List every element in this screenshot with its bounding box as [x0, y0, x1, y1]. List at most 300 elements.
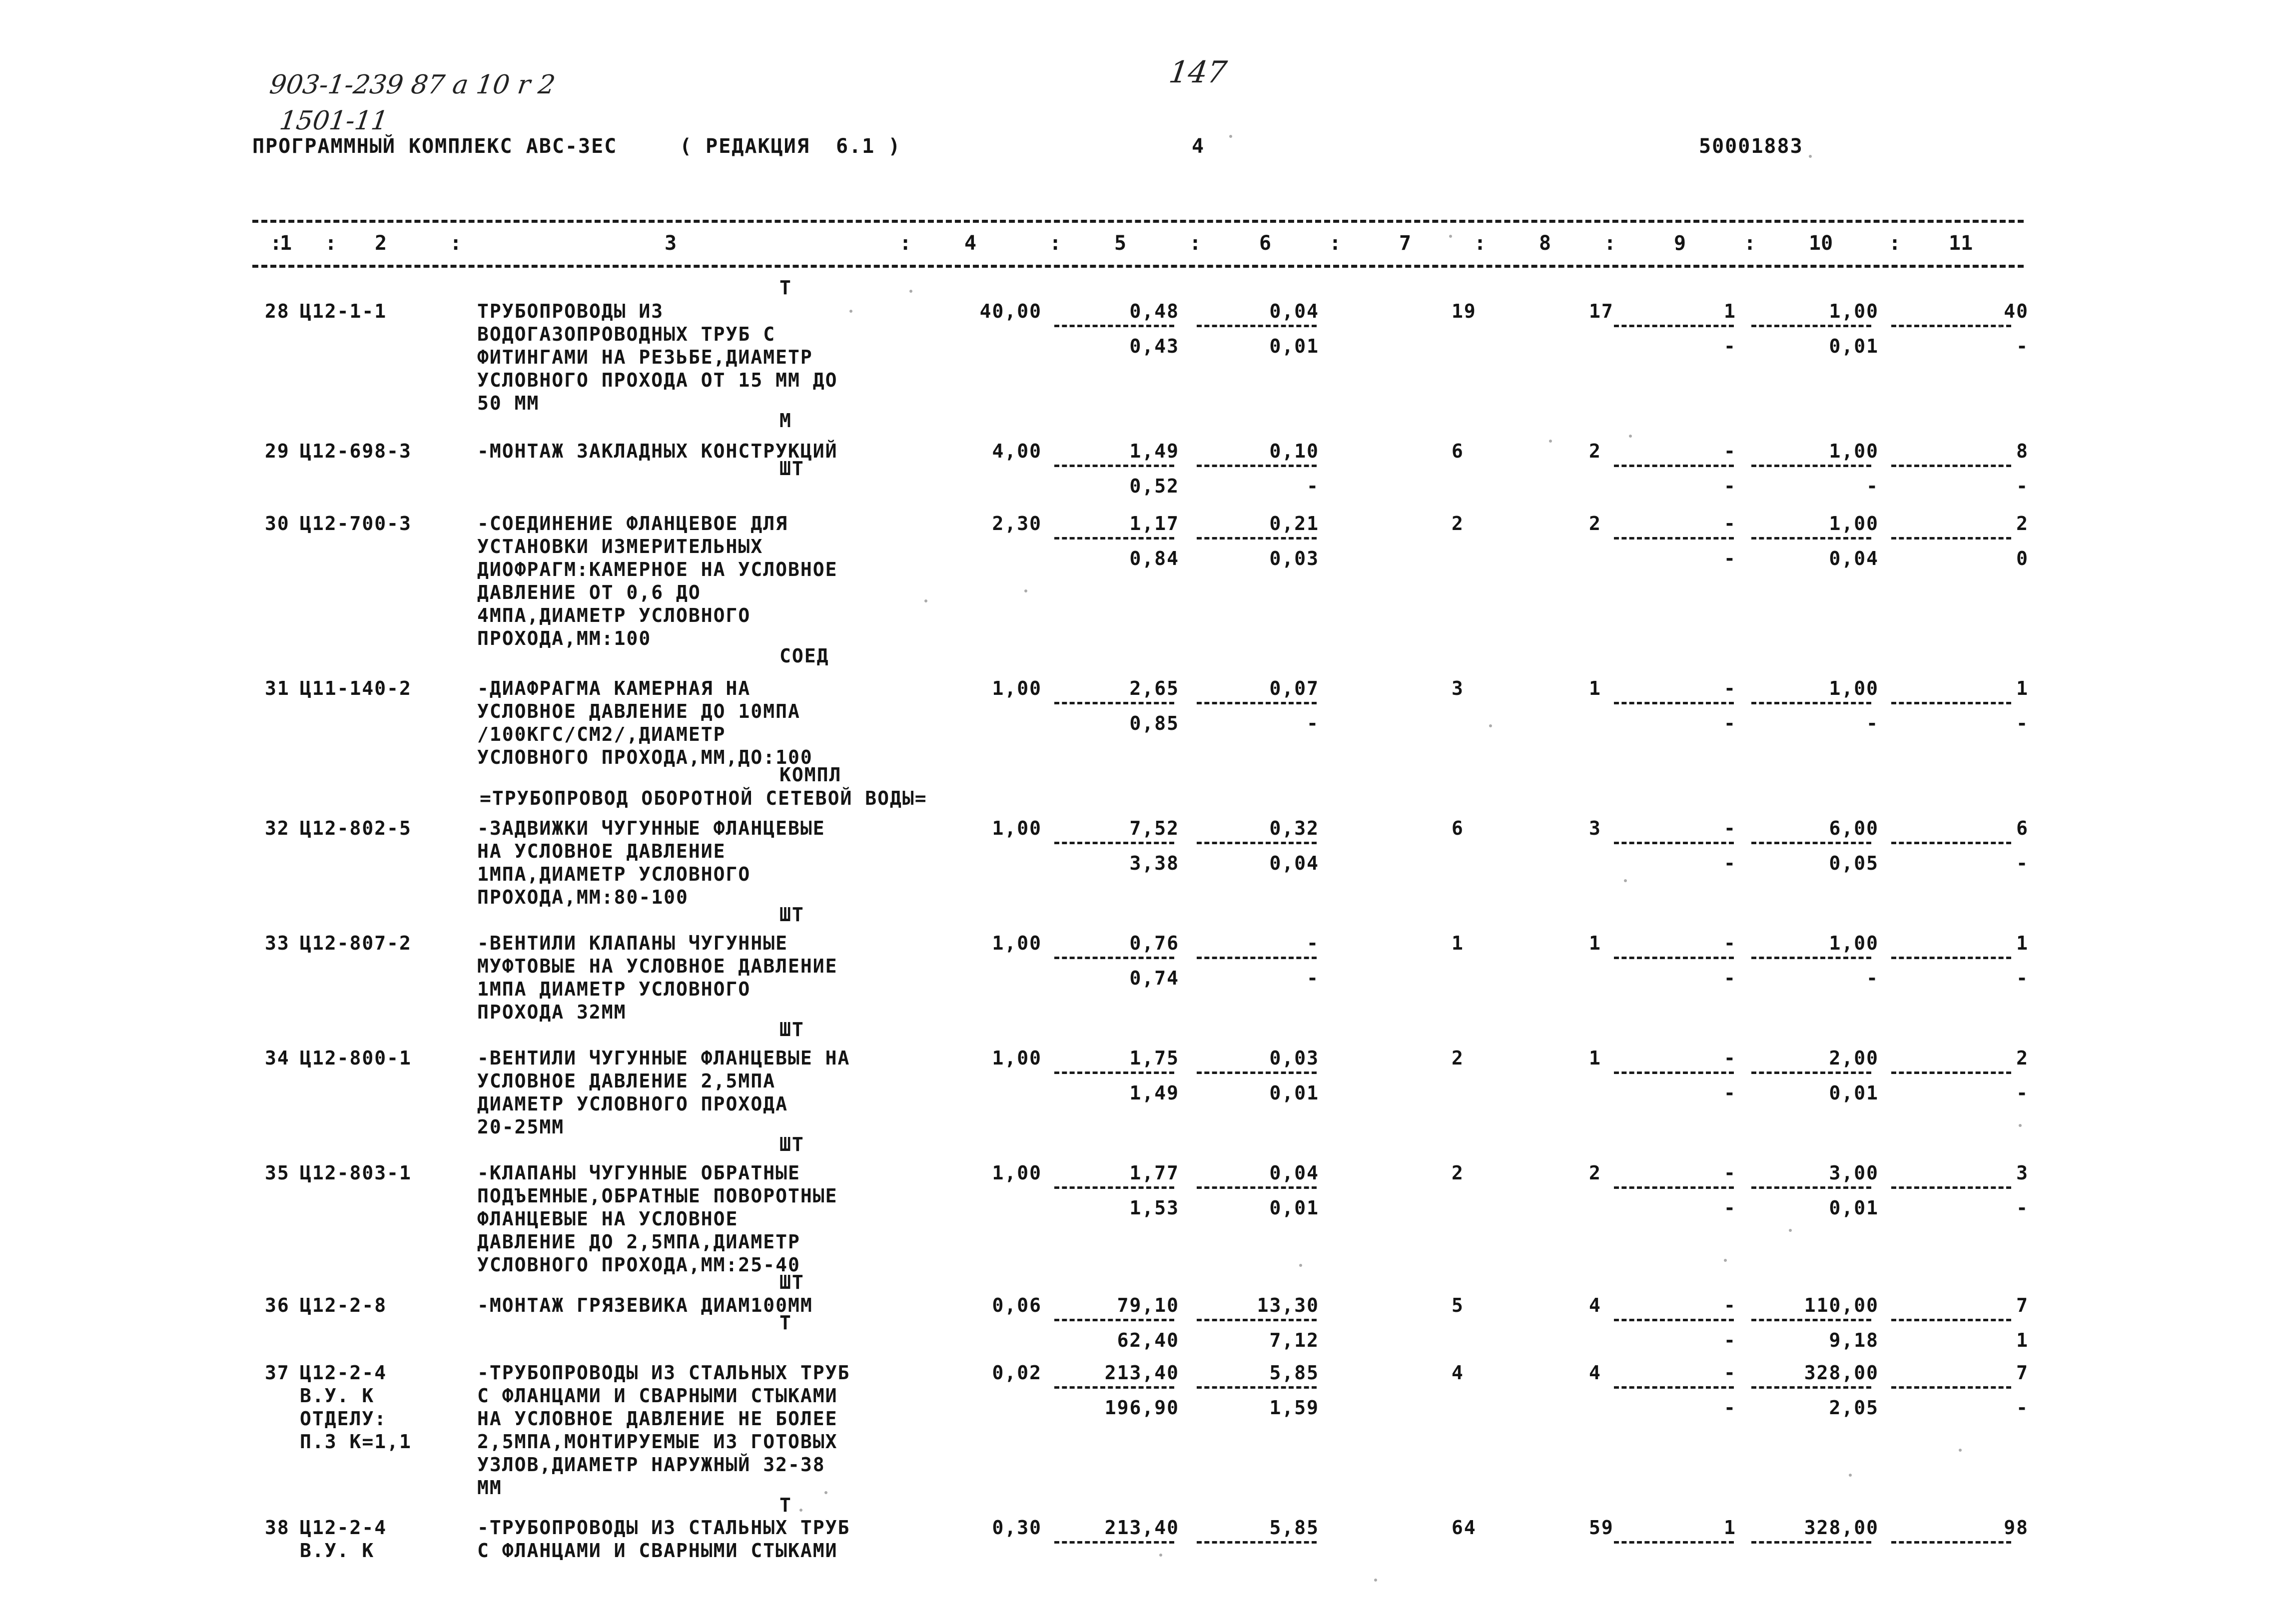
rate-code: Ц12-807-2	[300, 932, 412, 954]
column-separator: :	[1049, 232, 1062, 255]
cell-c9-second: -	[1724, 1397, 1736, 1419]
cell-c9-second: -	[1724, 1082, 1736, 1104]
cell-divider	[1197, 702, 1317, 704]
scan-speck	[1789, 1229, 1792, 1232]
cell-c11-second: -	[2016, 475, 2029, 497]
cell-c10: 2,00	[1829, 1047, 1879, 1069]
table-top-rule	[252, 220, 2024, 223]
cell-divider	[1197, 1541, 1317, 1544]
work-description-line: ПРОХОДА,ММ:100	[477, 627, 652, 649]
cell-divider	[1751, 1072, 1871, 1074]
cell-divider	[1891, 1186, 2011, 1189]
work-description-line: -КЛАПАНЫ ЧУГУННЫЕ ОБРАТНЫЕ	[477, 1162, 800, 1184]
cell-divider	[1614, 537, 1734, 540]
cell-divider	[1197, 957, 1317, 959]
cell-divider	[1891, 537, 2011, 540]
cell-c9: -	[1724, 440, 1736, 462]
cell-c5-second: 1,53	[1129, 1197, 1179, 1219]
cell-c4: 1,00	[992, 932, 1042, 954]
cell-c10-second: 2,05	[1829, 1397, 1879, 1419]
cell-divider	[1614, 957, 1734, 959]
scan-speck	[1299, 1264, 1302, 1267]
work-description-line: НА УСЛОВНОЕ ДАВЛЕНИЕ НЕ БОЛЕЕ	[477, 1408, 838, 1430]
cell-divider	[1054, 465, 1174, 467]
cell-c5-second: 3,38	[1129, 852, 1179, 874]
scan-speck	[1629, 435, 1632, 438]
cell-c4: 1,00	[992, 817, 1042, 839]
column-separator: :	[899, 232, 912, 255]
cell-c4: 1,00	[992, 1162, 1042, 1184]
cell-divider	[1891, 842, 2011, 844]
cell-c9: -	[1724, 1362, 1736, 1384]
scan-speck	[1549, 440, 1552, 443]
cell-divider	[1054, 325, 1174, 327]
cell-divider	[1054, 537, 1174, 540]
cell-c7: 1	[1452, 932, 1464, 954]
work-description-line: 50 ММ	[477, 392, 540, 414]
work-description-line: УСЛОВНОГО ПРОХОДА,ММ,ДО:100	[477, 746, 813, 768]
work-description-line: -МОНТАЖ ГРЯЗЕВИКА ДИАМ100ММ	[477, 1294, 813, 1316]
cell-c10: 1,00	[1829, 932, 1879, 954]
column-number: 8	[1539, 232, 1551, 255]
cell-c10: 1,00	[1829, 677, 1879, 699]
cell-c5-second: 62,40	[1117, 1329, 1179, 1351]
rate-code-note: ОТДЕЛУ:	[300, 1408, 387, 1430]
unit-label: Т	[779, 1312, 792, 1334]
cell-c11-second: -	[2016, 712, 2029, 734]
row-number: 28	[265, 300, 290, 322]
cell-c4: 2,30	[992, 513, 1042, 535]
work-description-line: ДИАМЕТР УСЛОВНОГО ПРОХОДА	[477, 1093, 788, 1115]
work-description-line: ВОДОГАЗОПРОВОДНЫХ ТРУБ С	[477, 323, 776, 345]
cell-c9: -	[1724, 817, 1736, 839]
rate-code: Ц12-2-4	[300, 1362, 387, 1384]
cell-c5: 1,75	[1129, 1047, 1179, 1069]
cell-c6: 0,21	[1269, 513, 1319, 535]
cell-c8: 2	[1589, 1162, 1601, 1184]
work-description-line: 2,5МПА,МОНТИРУЕМЫЕ ИЗ ГОТОВЫХ	[477, 1431, 838, 1453]
cell-c6: 0,04	[1269, 1162, 1319, 1184]
work-description-line: УСЛОВНОГО ПРОХОДА ОТ 15 ММ ДО	[477, 369, 838, 391]
cell-c6-second: -	[1307, 967, 1319, 989]
cell-c9-second: -	[1724, 475, 1736, 497]
work-description-line: С ФЛАНЦАМИ И СВАРНЫМИ СТЫКАМИ	[477, 1385, 838, 1407]
scan-speck	[824, 1491, 827, 1494]
column-separator: :	[1889, 232, 1901, 255]
work-description-line: ПРОХОДА 32ММ	[477, 1001, 627, 1023]
work-description-line: -СОЕДИНЕНИЕ ФЛАНЦЕВОЕ ДЛЯ	[477, 513, 788, 535]
cell-c6-second: 0,03	[1269, 547, 1319, 569]
cell-c10-second: 0,01	[1829, 1082, 1879, 1104]
scan-speck	[1024, 589, 1027, 592]
cell-divider	[1197, 537, 1317, 540]
cell-c6: 0,32	[1269, 817, 1319, 839]
cell-c11-second: 1	[2016, 1329, 2029, 1351]
program-title: ПРОГРАММНЫЙ КОМПЛЕКС АВС-3ЕС	[252, 135, 618, 158]
cell-c5: 79,10	[1117, 1294, 1179, 1316]
column-number: 7	[1399, 232, 1412, 255]
cell-divider	[1197, 1319, 1317, 1321]
cell-divider	[1751, 1541, 1871, 1544]
cell-c11: 98	[2004, 1517, 2029, 1539]
work-description-line: ММ	[477, 1477, 502, 1499]
cell-divider	[1197, 325, 1317, 327]
column-number: 11	[1949, 232, 1973, 255]
cell-c11: 1	[2016, 932, 2029, 954]
rate-code: Ц12-802-5	[300, 817, 412, 839]
cell-divider	[1751, 957, 1871, 959]
cell-c7: 6	[1452, 817, 1464, 839]
unit-label: КОМПЛ	[779, 764, 842, 786]
scan-speck	[924, 599, 927, 602]
work-description-line: 20-25ММ	[477, 1116, 565, 1138]
cell-c9-second: -	[1724, 852, 1736, 874]
cell-c11: 1	[2016, 677, 2029, 699]
cell-c10: 1,00	[1829, 300, 1879, 322]
cell-divider	[1054, 1072, 1174, 1074]
cell-c8: 59	[1589, 1517, 1614, 1539]
cell-c7: 2	[1452, 513, 1464, 535]
cell-c11-second: -	[2016, 967, 2029, 989]
column-separator: :	[1474, 232, 1487, 255]
cell-c11-second: -	[2016, 1397, 2029, 1419]
cell-c7: 2	[1452, 1047, 1464, 1069]
cell-c11: 2	[2016, 1047, 2029, 1069]
cell-divider	[1891, 1386, 2011, 1389]
cell-c9: -	[1724, 513, 1736, 535]
cell-c11-second: -	[2016, 852, 2029, 874]
rate-code: Ц12-800-1	[300, 1047, 412, 1069]
cell-c10: 328,00	[1804, 1517, 1879, 1539]
work-description-line: УСЛОВНОЕ ДАВЛЕНИЕ ДО 10МПА	[477, 700, 800, 722]
cell-c8: 4	[1589, 1362, 1601, 1384]
work-description-line: С ФЛАНЦАМИ И СВАРНЫМИ СТЫКАМИ	[477, 1540, 838, 1562]
unit-label: Т	[779, 277, 792, 299]
cell-c5: 7,52	[1129, 817, 1179, 839]
cell-c10: 1,00	[1829, 440, 1879, 462]
cell-divider	[1054, 842, 1174, 844]
cell-c10-second: 0,01	[1829, 1197, 1879, 1219]
cell-c7: 4	[1452, 1362, 1464, 1384]
cell-divider	[1054, 1319, 1174, 1321]
scan-speck	[1849, 1474, 1852, 1477]
work-description-line: ПРОХОДА,ММ:80-100	[477, 886, 689, 908]
cell-c5-second: 0,84	[1129, 547, 1179, 569]
cell-c6-second: -	[1307, 475, 1319, 497]
row-number: 33	[265, 932, 290, 954]
work-description-line: -ДИАФРАГМА КАМЕРНАЯ НА	[477, 677, 751, 699]
cell-c6-second: 7,12	[1269, 1329, 1319, 1351]
cell-c10: 3,00	[1829, 1162, 1879, 1184]
work-description-line: 1МПА,ДИАМЕТР УСЛОВНОГО	[477, 863, 751, 885]
scan-speck	[1724, 1259, 1727, 1262]
rate-code-note: В.У. К	[300, 1540, 375, 1562]
work-description-line: -ВЕНТИЛИ КЛАПАНЫ ЧУГУННЫЕ	[477, 932, 788, 954]
cell-c10-second: -	[1866, 712, 1879, 734]
cell-c10-second: 0,01	[1829, 335, 1879, 357]
unit-label: ШТ	[779, 458, 804, 480]
cell-c8: 1	[1589, 1047, 1601, 1069]
cell-divider	[1054, 702, 1174, 704]
table-header-rule	[252, 265, 2024, 268]
unit-label: ШТ	[779, 1133, 804, 1155]
scan-speck	[1624, 879, 1627, 882]
cell-c8: 2	[1589, 513, 1601, 535]
work-description-line: МУФТОВЫЕ НА УСЛОВНОЕ ДАВЛЕНИЕ	[477, 955, 838, 977]
unit-label: Т	[779, 1494, 792, 1516]
cell-c9-second: -	[1724, 335, 1736, 357]
document-number: 50001883	[1699, 135, 1803, 158]
column-number: 3	[665, 232, 677, 255]
cell-c8: 17	[1589, 300, 1614, 322]
cell-divider	[1891, 957, 2011, 959]
cell-c9: 1	[1724, 1517, 1736, 1539]
work-description-line: -ТРУБОПРОВОДЫ ИЗ СТАЛЬНЫХ ТРУБ	[477, 1362, 850, 1384]
column-separator: :	[270, 232, 282, 255]
cell-c5-second: 196,90	[1104, 1397, 1179, 1419]
work-description-line: УСТАНОВКИ ИЗМЕРИТЕЛЬНЫХ	[477, 536, 763, 557]
cell-c9: -	[1724, 1162, 1736, 1184]
cell-c7: 5	[1452, 1294, 1464, 1316]
cell-divider	[1197, 1072, 1317, 1074]
rate-code: Ц12-2-4	[300, 1517, 387, 1539]
cell-c4: 0,06	[992, 1294, 1042, 1316]
work-description-line: УЗЛОВ,ДИАМЕТР НАРУЖНЫЙ 32-38	[477, 1454, 825, 1476]
cell-c8: 1	[1589, 932, 1601, 954]
column-number: 1	[280, 232, 292, 255]
rate-code: Ц12-700-3	[300, 513, 412, 535]
cell-c4: 1,00	[992, 677, 1042, 699]
cell-divider	[1751, 1319, 1871, 1321]
edition: ( РЕДАКЦИЯ 6.1 )	[680, 135, 901, 158]
column-separator: :	[450, 232, 462, 255]
column-separator: :	[325, 232, 337, 255]
cell-divider	[1751, 537, 1871, 540]
cell-c5: 1,77	[1129, 1162, 1179, 1184]
cell-divider	[1891, 465, 2011, 467]
cell-c6: -	[1307, 932, 1319, 954]
cell-c5: 0,76	[1129, 932, 1179, 954]
cell-c5: 0,48	[1129, 300, 1179, 322]
cell-c4: 1,00	[992, 1047, 1042, 1069]
column-number: 5	[1114, 232, 1127, 255]
cell-c10: 110,00	[1804, 1294, 1879, 1316]
column-separator: :	[1329, 232, 1342, 255]
work-description-line: ПОДЪЕМНЫЕ,ОБРАТНЫЕ ПОВОРОТНЫЕ	[477, 1185, 838, 1207]
cell-c5-second: 0,85	[1129, 712, 1179, 734]
unit-label: ШТ	[779, 1271, 804, 1293]
rate-code: Ц12-2-8	[300, 1294, 387, 1316]
cell-c6-second: 0,01	[1269, 1197, 1319, 1219]
scan-speck	[1959, 1449, 1962, 1452]
column-number: 2	[375, 232, 387, 255]
cell-divider	[1614, 1319, 1734, 1321]
cell-divider	[1751, 325, 1871, 327]
cell-c10-second: -	[1866, 475, 1879, 497]
cell-c11-second: -	[2016, 1082, 2029, 1104]
unit-label: М	[779, 410, 792, 432]
cell-c7: 2	[1452, 1162, 1464, 1184]
work-description-line: -МОНТАЖ ЗАКЛАДНЫХ КОНСТРУКЦИЙ	[477, 440, 838, 462]
cell-c6: 0,10	[1269, 440, 1319, 462]
cell-c7: 6	[1452, 440, 1464, 462]
work-description-line: НА УСЛОВНОЕ ДАВЛЕНИЕ	[477, 840, 726, 862]
scan-speck	[1999, 325, 2002, 328]
cell-c7: 19	[1452, 300, 1477, 322]
cell-divider	[1614, 1386, 1734, 1389]
work-description-line: ФЛАНЦЕВЫЕ НА УСЛОВНОЕ	[477, 1208, 739, 1230]
row-number: 34	[265, 1047, 290, 1069]
cell-c6-second: -	[1307, 712, 1319, 734]
column-separator: :	[1604, 232, 1616, 255]
handwritten-page-number: 147	[1167, 55, 1229, 90]
scan-speck	[1809, 155, 1812, 158]
cell-c11: 6	[2016, 817, 2029, 839]
cell-c6: 5,85	[1269, 1517, 1319, 1539]
cell-c6-second: 0,01	[1269, 1082, 1319, 1104]
cell-divider	[1197, 465, 1317, 467]
column-number: 4	[964, 232, 977, 255]
cell-divider	[1614, 1186, 1734, 1189]
work-description-line: 1МПА ДИАМЕТР УСЛОВНОГО	[477, 978, 751, 1000]
cell-divider	[1614, 325, 1734, 327]
row-number: 36	[265, 1294, 290, 1316]
cell-c6: 13,30	[1257, 1294, 1319, 1316]
cell-c6-second: 1,59	[1269, 1397, 1319, 1419]
cell-divider	[1751, 1186, 1871, 1189]
work-description-line: -ТРУБОПРОВОДЫ ИЗ СТАЛЬНЫХ ТРУБ	[477, 1517, 850, 1539]
cell-c7: 3	[1452, 677, 1464, 699]
scan-speck	[1449, 235, 1452, 238]
work-description-line: -ЗАДВИЖКИ ЧУГУННЫЕ ФЛАНЦЕВЫЕ	[477, 817, 825, 839]
cell-c11-second: -	[2016, 335, 2029, 357]
scan-speck	[849, 310, 852, 313]
handwritten-code: 903-1-239 87 a 10 r 2	[267, 70, 557, 100]
cell-c9-second: -	[1724, 712, 1736, 734]
cell-c5: 1,49	[1129, 440, 1179, 462]
scan-speck	[1489, 724, 1492, 727]
cell-divider	[1751, 702, 1871, 704]
work-description-line: ДИОФРАГМ:КАМЕРНОЕ НА УСЛОВНОЕ	[477, 558, 838, 580]
cell-c5: 2,65	[1129, 677, 1179, 699]
cell-c9: -	[1724, 677, 1736, 699]
row-number: 37	[265, 1362, 290, 1384]
row-number: 29	[265, 440, 290, 462]
work-description-line: 4МПА,ДИАМЕТР УСЛОВНОГО	[477, 604, 751, 626]
cell-c9-second: -	[1724, 967, 1736, 989]
cell-c5: 1,17	[1129, 513, 1179, 535]
cell-c9: -	[1724, 1047, 1736, 1069]
column-separator: :	[1189, 232, 1202, 255]
rate-code: Ц12-1-1	[300, 300, 387, 322]
cell-c6-second: 0,04	[1269, 852, 1319, 874]
cell-c6: 0,04	[1269, 300, 1319, 322]
row-number: 31	[265, 677, 290, 699]
cell-c7: 64	[1452, 1517, 1477, 1539]
cell-divider	[1891, 1319, 2011, 1321]
rate-code: Ц12-698-3	[300, 440, 412, 462]
work-description-line: /100КГС/СМ2/,ДИАМЕТР	[477, 723, 726, 745]
cell-c11-second: -	[2016, 1197, 2029, 1219]
cell-divider	[1751, 1386, 1871, 1389]
cell-divider	[1197, 1386, 1317, 1389]
cell-c8: 3	[1589, 817, 1601, 839]
cell-c11: 8	[2016, 440, 2029, 462]
work-description-line: ДАВЛЕНИЕ ОТ 0,6 ДО	[477, 581, 701, 603]
sheet-number: 4	[1192, 135, 1205, 158]
cell-divider	[1614, 702, 1734, 704]
row-number: 38	[265, 1517, 290, 1539]
cell-c8: 1	[1589, 677, 1601, 699]
cell-c11: 2	[2016, 513, 2029, 535]
cell-divider	[1614, 465, 1734, 467]
rate-code: Ц12-803-1	[300, 1162, 412, 1184]
cell-c4: 0,30	[992, 1517, 1042, 1539]
cell-divider	[1054, 1186, 1174, 1189]
cell-c4: 4,00	[992, 440, 1042, 462]
cell-c4: 40,00	[979, 300, 1042, 322]
row-number: 32	[265, 817, 290, 839]
cell-c5-second: 0,43	[1129, 335, 1179, 357]
handwritten-subcode: 1501-11	[277, 106, 390, 136]
cell-c9-second: -	[1724, 547, 1736, 569]
cell-c5-second: 0,74	[1129, 967, 1179, 989]
unit-label: ШТ	[779, 904, 804, 926]
cell-c10-second: -	[1866, 967, 1879, 989]
cell-c11: 40	[2004, 300, 2029, 322]
unit-label: СОЕД	[779, 645, 829, 667]
work-description-line: -ВЕНТИЛИ ЧУГУННЫЕ ФЛАНЦЕВЫЕ НА	[477, 1047, 850, 1069]
cell-c10: 1,00	[1829, 513, 1879, 535]
cell-c10: 6,00	[1829, 817, 1879, 839]
cell-c9: 1	[1724, 300, 1736, 322]
cell-c8: 2	[1589, 440, 1601, 462]
cell-c9: -	[1724, 1294, 1736, 1316]
column-number: 6	[1259, 232, 1272, 255]
cell-c5: 213,40	[1104, 1362, 1179, 1384]
column-separator: :	[1744, 232, 1756, 255]
section-heading: =ТРУБОПРОВОД ОБОРОТНОЙ СЕТЕВОЙ ВОДЫ=	[480, 787, 927, 809]
scan-speck	[1229, 135, 1232, 138]
cell-c6: 0,03	[1269, 1047, 1319, 1069]
cell-c11-second: 0	[2016, 547, 2029, 569]
cell-c10-second: 9,18	[1829, 1329, 1879, 1351]
cell-divider	[1614, 1541, 1734, 1544]
scan-speck	[2019, 1124, 2022, 1127]
cell-c9-second: -	[1724, 1329, 1736, 1351]
cell-c6: 0,07	[1269, 677, 1319, 699]
cell-c10-second: 0,05	[1829, 852, 1879, 874]
row-number: 35	[265, 1162, 290, 1184]
cell-c4: 0,02	[992, 1362, 1042, 1384]
cell-divider	[1197, 1186, 1317, 1189]
cell-c9-second: -	[1724, 1197, 1736, 1219]
scan-speck	[1159, 1554, 1162, 1557]
cell-c11: 7	[2016, 1294, 2029, 1316]
scan-speck	[799, 1509, 802, 1512]
cell-c9: -	[1724, 932, 1736, 954]
rate-code-note: В.У. К	[300, 1385, 375, 1407]
column-number: 10	[1809, 232, 1833, 255]
cell-c5-second: 0,52	[1129, 475, 1179, 497]
unit-label: ШТ	[779, 1019, 804, 1041]
cell-divider	[1614, 1072, 1734, 1074]
scan-speck	[909, 290, 912, 293]
cell-divider	[1891, 702, 2011, 704]
work-description-line: ДАВЛЕНИЕ ДО 2,5МПА,ДИАМЕТР	[477, 1231, 800, 1253]
cell-c11: 3	[2016, 1162, 2029, 1184]
cell-c6: 5,85	[1269, 1362, 1319, 1384]
